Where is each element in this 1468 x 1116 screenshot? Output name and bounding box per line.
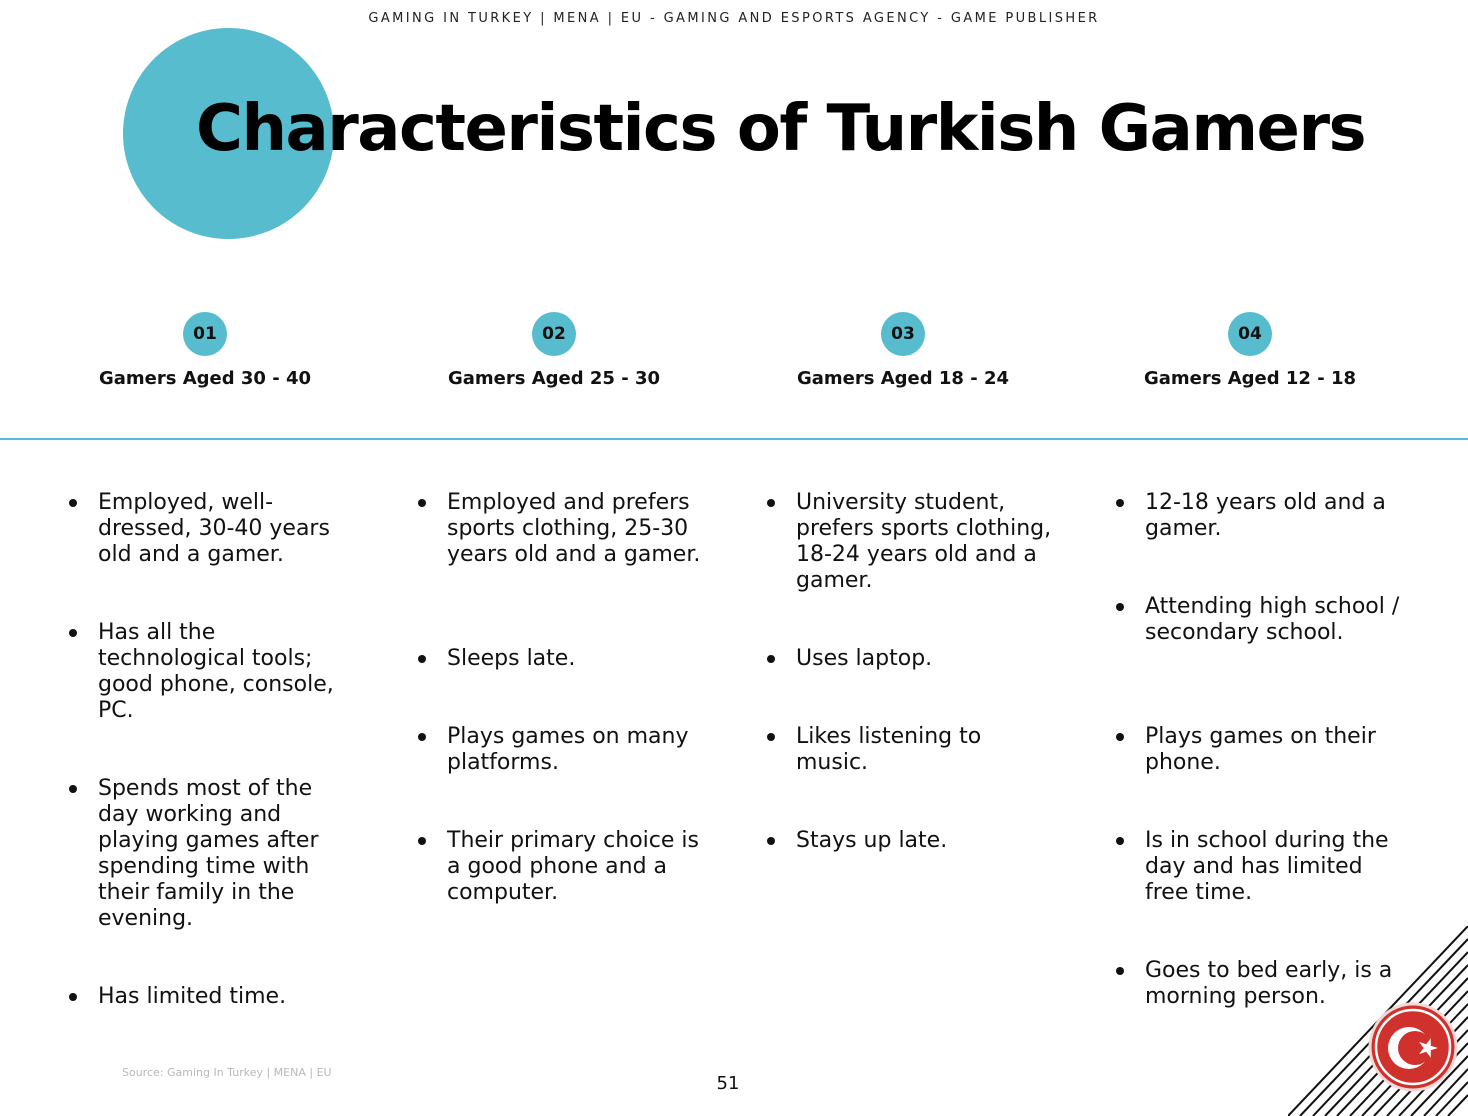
- bullet-dot-icon: [767, 733, 775, 741]
- column-label: Gamers Aged 18 - 24: [796, 368, 1010, 389]
- column-label: Gamers Aged 25 - 30: [447, 368, 661, 389]
- top-header-tagline: GAMING IN TURKEY | MENA | EU - GAMING AND ESPORTS AGENCY - GAME PUBLISHER: [368, 11, 1100, 26]
- number-badge: 01: [183, 312, 227, 356]
- bullet-dot-icon: [69, 629, 77, 637]
- bullet-text: Has limited time.: [98, 984, 287, 1009]
- bullet-dot-icon: [1116, 733, 1124, 741]
- section-divider: [0, 438, 1468, 440]
- column-header-3: [733, 312, 1073, 389]
- bullet-text: Employed, well-dressed, 30-40 years old and a gamer.: [98, 490, 330, 567]
- bullet-text: Sleeps late.: [447, 646, 576, 671]
- bullet-text: Stays up late.: [796, 828, 948, 853]
- bullet-dot-icon: [418, 733, 426, 741]
- list-item: [447, 724, 707, 776]
- bullet-dot-icon: [767, 499, 775, 507]
- bullet-text: Spends most of the day working and playing games after spending time with their family in the evening.: [98, 776, 319, 931]
- list-item: [447, 490, 707, 568]
- page-title: Characteristics of Turkish Gamers: [196, 92, 1366, 166]
- bullet-dot-icon: [69, 993, 77, 1001]
- column-header-4: [1080, 312, 1420, 389]
- list-item: [98, 620, 358, 724]
- column-label: Gamers Aged 12 - 18: [1143, 368, 1357, 389]
- list-item: [796, 490, 1056, 594]
- list-item: [98, 776, 358, 932]
- number-badge: 02: [532, 312, 576, 356]
- page-number: 51: [716, 1073, 740, 1094]
- bullet-dot-icon: [69, 785, 77, 793]
- bullet-dot-icon: [418, 655, 426, 663]
- list-item: [796, 724, 1056, 776]
- list-item: [1145, 828, 1405, 906]
- bullet-dot-icon: [1116, 603, 1124, 611]
- list-item: [447, 646, 707, 672]
- bullet-text: Has all the technological tools; good phone, console, PC.: [98, 620, 334, 723]
- number-badge: 03: [881, 312, 925, 356]
- bullet-dot-icon: [1116, 967, 1124, 975]
- list-item: [98, 984, 358, 1010]
- list-item: [796, 646, 1056, 672]
- list-item: [447, 828, 707, 906]
- bullet-text: Their primary choice is a good phone and a computer.: [447, 828, 699, 905]
- source-note: Source: Gaming In Turkey | MENA | EU: [122, 1066, 332, 1079]
- list-item: [1145, 490, 1405, 542]
- column-label: Gamers Aged 30 - 40: [98, 368, 312, 389]
- bullet-text: University student, prefers sports clothing, 18-24 years old and a gamer.: [796, 490, 1052, 593]
- number-badge: 04: [1228, 312, 1272, 356]
- bullet-text: Likes listening to music.: [796, 724, 982, 775]
- bullet-dot-icon: [418, 499, 426, 507]
- bullet-text: 12-18 years old and a gamer.: [1145, 490, 1386, 541]
- bullet-text: Plays games on many platforms.: [447, 724, 689, 775]
- bullet-text: Uses laptop.: [796, 646, 933, 671]
- bullet-text: Employed and prefers sports clothing, 25-30 years old and a gamer.: [447, 490, 701, 567]
- column-header-2: [384, 312, 724, 389]
- bullet-text: Attending high school / secondary school.: [1145, 594, 1400, 645]
- bullet-dot-icon: [1116, 499, 1124, 507]
- list-item: [98, 490, 358, 568]
- bullet-dot-icon: [767, 837, 775, 845]
- bullet-text: Is in school during the day and has limited free time.: [1145, 828, 1389, 905]
- bullet-dot-icon: [418, 837, 426, 845]
- turkish-flag-icon: [1368, 1002, 1458, 1092]
- bullet-dot-icon: [767, 655, 775, 663]
- bullet-text: Plays games on their phone.: [1145, 724, 1376, 775]
- list-item: [1145, 594, 1405, 646]
- column-header-1: [35, 312, 375, 389]
- bullet-text: Goes to bed early, is a morning person.: [1145, 958, 1393, 1009]
- list-item: [796, 828, 1056, 854]
- list-item: [1145, 724, 1405, 776]
- bullet-dot-icon: [69, 499, 77, 507]
- bullet-dot-icon: [1116, 837, 1124, 845]
